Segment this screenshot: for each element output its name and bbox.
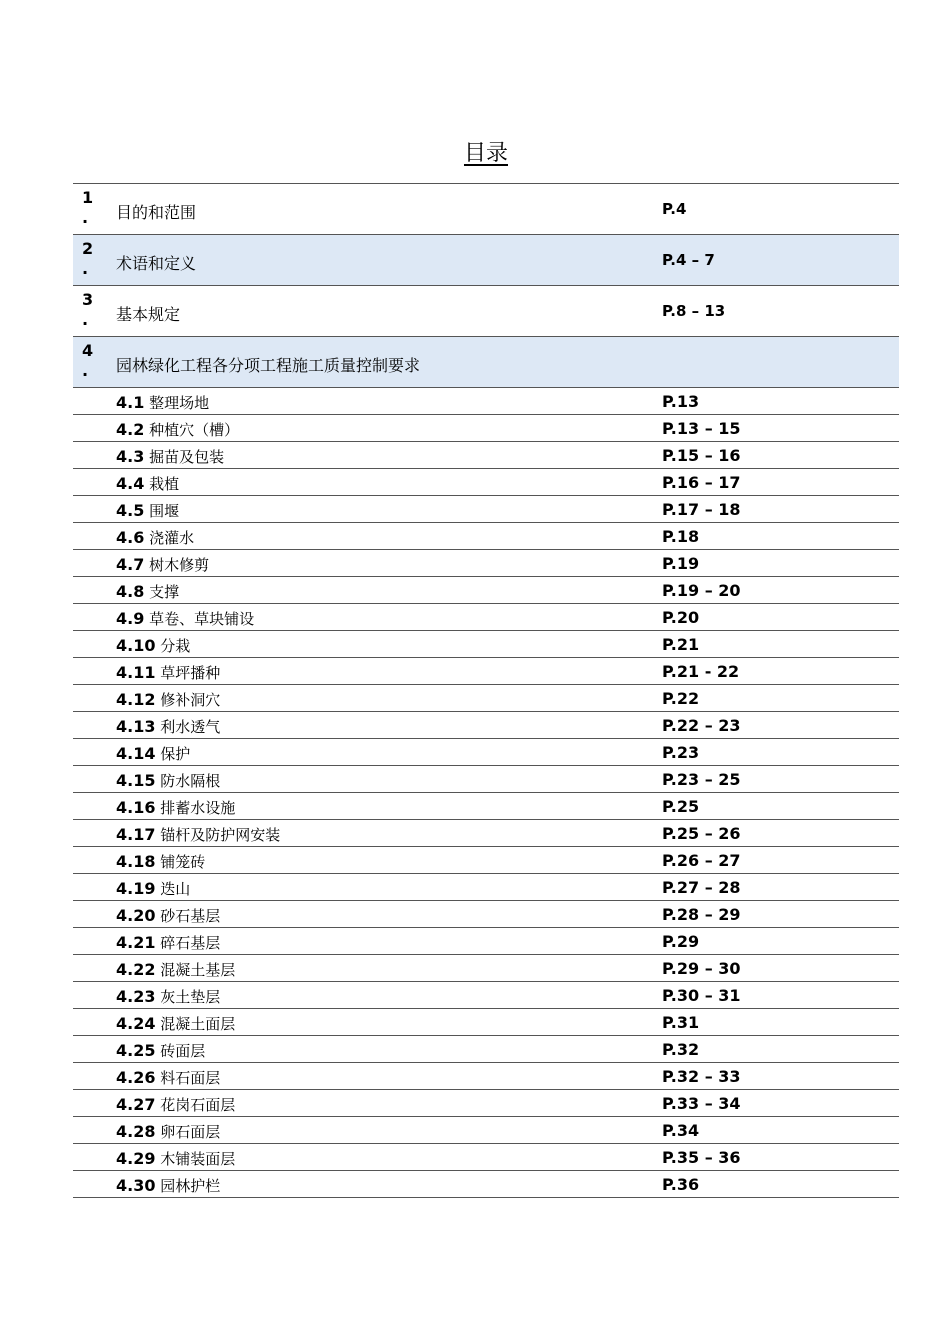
subsection-title [116, 662, 220, 683]
subsection-page-range: P.29 – 30 [662, 959, 741, 978]
subsection-number: 4.11 [116, 663, 156, 682]
subsection-label: 围堰 [149, 502, 180, 520]
subsection-page-range: P.20 [662, 608, 700, 627]
subsection-label: 混凝土基层 [160, 961, 236, 979]
subsection-page-range: P.22 – 23 [662, 716, 741, 735]
subsection-title [116, 1094, 235, 1115]
subsection-page-range: P.36 [662, 1175, 700, 1194]
subsection-page-range: P.15 – 16 [662, 446, 741, 465]
subsection-title [116, 716, 220, 737]
subsection-label: 整理场地 [149, 394, 210, 412]
toc-subsection-row [73, 793, 899, 820]
subsection-title [116, 1013, 235, 1034]
section-title: 园林绿化工程各分项工程施工质量控制要求 [116, 356, 421, 375]
toc-subsection-row [73, 1144, 899, 1171]
subsection-number: 4.9 [116, 609, 145, 628]
toc-subsection-row [73, 820, 899, 847]
subsection-page-range: P.19 [662, 554, 700, 573]
subsection-page-range: P.30 – 31 [662, 986, 741, 1005]
subsection-number: 4.5 [116, 501, 145, 520]
subsection-label: 草卷、草块铺设 [149, 610, 255, 628]
toc-subsection-row [73, 388, 899, 415]
section-page-range: P.8 – 13 [662, 302, 726, 320]
subsection-label: 园林护栏 [160, 1177, 221, 1195]
subsection-page-range: P.13 [662, 392, 700, 411]
subsection-title [116, 1175, 220, 1196]
subsection-title [116, 824, 280, 845]
subsection-label: 混凝土面层 [160, 1015, 236, 1033]
subsection-label: 栽植 [149, 475, 180, 493]
subsection-number: 4.21 [116, 933, 156, 952]
subsection-title [116, 1040, 205, 1061]
subsection-label: 灰土垫层 [160, 988, 221, 1006]
subsection-number: 4.22 [116, 960, 156, 979]
subsection-title [116, 392, 209, 413]
subsection-page-range: P.18 [662, 527, 700, 546]
subsection-page-range: P.25 – 26 [662, 824, 741, 843]
subsection-number: 4.16 [116, 798, 156, 817]
subsection-title [116, 905, 220, 926]
toc-subsection-row [73, 901, 899, 928]
subsection-title [116, 959, 235, 980]
toc-subsection-row [73, 766, 899, 793]
toc-subsection-list [73, 388, 899, 1198]
subsection-label: 铺笼砖 [160, 853, 206, 871]
subsection-title [116, 878, 190, 899]
subsection-label: 碎石基层 [160, 934, 221, 952]
toc-section-row [73, 235, 899, 286]
subsection-page-range: P.33 – 34 [662, 1094, 741, 1113]
toc-subsection-row [73, 523, 899, 550]
subsection-number: 4.1 [116, 393, 145, 412]
subsection-label: 掘苗及包装 [149, 448, 225, 466]
subsection-page-range: P.17 – 18 [662, 500, 741, 519]
subsection-number: 4.3 [116, 447, 145, 466]
subsection-number: 4.25 [116, 1041, 156, 1060]
section-title: 术语和定义 [116, 254, 197, 273]
subsection-number: 4.17 [116, 825, 156, 844]
subsection-number: 4.28 [116, 1122, 156, 1141]
toc-section-row [73, 337, 899, 388]
subsection-label: 修补洞穴 [160, 691, 221, 709]
subsection-title [116, 635, 190, 656]
subsection-number: 4.14 [116, 744, 156, 763]
subsection-page-range: P.21 - 22 [662, 662, 740, 681]
subsection-page-range: P.32 – 33 [662, 1067, 741, 1086]
section-page-range: P.4 [662, 200, 687, 218]
subsection-label: 分栽 [160, 637, 191, 655]
subsection-title [116, 689, 220, 710]
subsection-label: 卵石面层 [160, 1123, 221, 1141]
subsection-label: 排蓄水设施 [160, 799, 236, 817]
subsection-label: 保护 [160, 745, 191, 763]
toc-section-row [73, 184, 899, 235]
toc-title: 目录 [463, 141, 508, 166]
subsection-label: 木铺装面层 [160, 1150, 236, 1168]
subsection-page-range: P.35 – 36 [662, 1148, 741, 1167]
subsection-number: 4.29 [116, 1149, 156, 1168]
toc-subsection-row [73, 415, 899, 442]
subsection-number: 4.10 [116, 636, 156, 655]
subsection-number: 4.2 [116, 420, 145, 439]
subsection-title [116, 473, 179, 494]
subsection-label: 种植穴（槽） [149, 421, 240, 439]
subsection-page-range: P.27 – 28 [662, 878, 741, 897]
subsection-title [116, 500, 179, 521]
subsection-page-range: P.31 [662, 1013, 700, 1032]
subsection-page-range: P.16 – 17 [662, 473, 741, 492]
subsection-title [116, 1148, 235, 1169]
subsection-number: 4.24 [116, 1014, 156, 1033]
toc-subsection-row [73, 631, 899, 658]
subsection-title [116, 581, 179, 602]
subsection-number: 4.20 [116, 906, 156, 925]
toc-subsection-row [73, 982, 899, 1009]
section-number: 2 . [82, 239, 94, 278]
toc-table [73, 183, 899, 1198]
toc-subsection-row [73, 1063, 899, 1090]
subsection-number: 4.4 [116, 474, 145, 493]
subsection-label: 支撑 [149, 583, 180, 601]
subsection-page-range: P.21 [662, 635, 700, 654]
toc-subsection-row [73, 550, 899, 577]
subsection-title [116, 932, 220, 953]
subsection-title [116, 554, 209, 575]
subsection-label: 浇灌水 [149, 529, 195, 547]
subsection-page-range: P.32 [662, 1040, 700, 1059]
subsection-title [116, 446, 224, 467]
subsection-title [116, 797, 235, 818]
toc-subsection-row [73, 1117, 899, 1144]
toc-subsection-row [73, 685, 899, 712]
subsection-page-range: P.34 [662, 1121, 700, 1140]
subsection-label: 花岗石面层 [160, 1096, 236, 1114]
subsection-number: 4.8 [116, 582, 145, 601]
subsection-number: 4.15 [116, 771, 156, 790]
subsection-title [116, 608, 254, 629]
toc-section-row [73, 286, 899, 337]
toc-subsection-row [73, 442, 899, 469]
toc-subsection-row [73, 1009, 899, 1036]
toc-subsection-row [73, 955, 899, 982]
subsection-title [116, 419, 239, 440]
subsection-title [116, 851, 205, 872]
toc-subsection-row [73, 847, 899, 874]
subsection-label: 迭山 [160, 880, 191, 898]
section-number: 3 . [82, 290, 94, 329]
subsection-label: 草坪播种 [160, 664, 221, 682]
subsection-number: 4.6 [116, 528, 145, 547]
subsection-label: 防水隔根 [160, 772, 221, 790]
subsection-page-range: P.25 [662, 797, 700, 816]
subsection-page-range: P.29 [662, 932, 700, 951]
section-number: 4 . [82, 341, 94, 380]
subsection-label: 料石面层 [160, 1069, 221, 1087]
subsection-number: 4.13 [116, 717, 156, 736]
subsection-number: 4.26 [116, 1068, 156, 1087]
subsection-title [116, 527, 194, 548]
subsection-title [116, 1121, 220, 1142]
subsection-title [116, 1067, 220, 1088]
toc-subsection-row [73, 1090, 899, 1117]
subsection-page-range: P.23 [662, 743, 700, 762]
subsection-label: 锚杆及防护网安装 [160, 826, 281, 844]
toc-subsection-row [73, 658, 899, 685]
subsection-title [116, 770, 220, 791]
subsection-number: 4.19 [116, 879, 156, 898]
subsection-number: 4.18 [116, 852, 156, 871]
subsection-number: 4.30 [116, 1176, 156, 1195]
toc-subsection-row [73, 1036, 899, 1063]
subsection-label: 砂石基层 [160, 907, 221, 925]
subsection-page-range: P.23 – 25 [662, 770, 741, 789]
toc-subsection-row [73, 928, 899, 955]
section-title: 目的和范围 [116, 203, 197, 222]
toc-subsection-row [73, 496, 899, 523]
subsection-number: 4.23 [116, 987, 156, 1006]
toc-subsection-row [73, 874, 899, 901]
section-number: 1 . [82, 188, 94, 227]
toc-subsection-row [73, 712, 899, 739]
subsection-number: 4.7 [116, 555, 145, 574]
toc-subsection-row [73, 469, 899, 496]
subsection-page-range: P.26 – 27 [662, 851, 741, 870]
subsection-label: 利水透气 [160, 718, 221, 736]
subsection-label: 树木修剪 [149, 556, 210, 574]
section-page-range: P.4 – 7 [662, 251, 715, 269]
section-title: 基本规定 [116, 305, 181, 324]
subsection-page-range: P.19 – 20 [662, 581, 741, 600]
subsection-page-range: P.28 – 29 [662, 905, 741, 924]
subsection-page-range: P.22 [662, 689, 700, 708]
toc-subsection-row [73, 604, 899, 631]
subsection-number: 4.27 [116, 1095, 156, 1114]
toc-subsection-row [73, 1171, 899, 1198]
toc-subsection-row [73, 739, 899, 766]
subsection-page-range: P.13 – 15 [662, 419, 741, 438]
toc-subsection-row [73, 577, 899, 604]
subsection-label: 砖面层 [160, 1042, 206, 1060]
subsection-title [116, 986, 220, 1007]
subsection-number: 4.12 [116, 690, 156, 709]
subsection-title [116, 743, 190, 764]
